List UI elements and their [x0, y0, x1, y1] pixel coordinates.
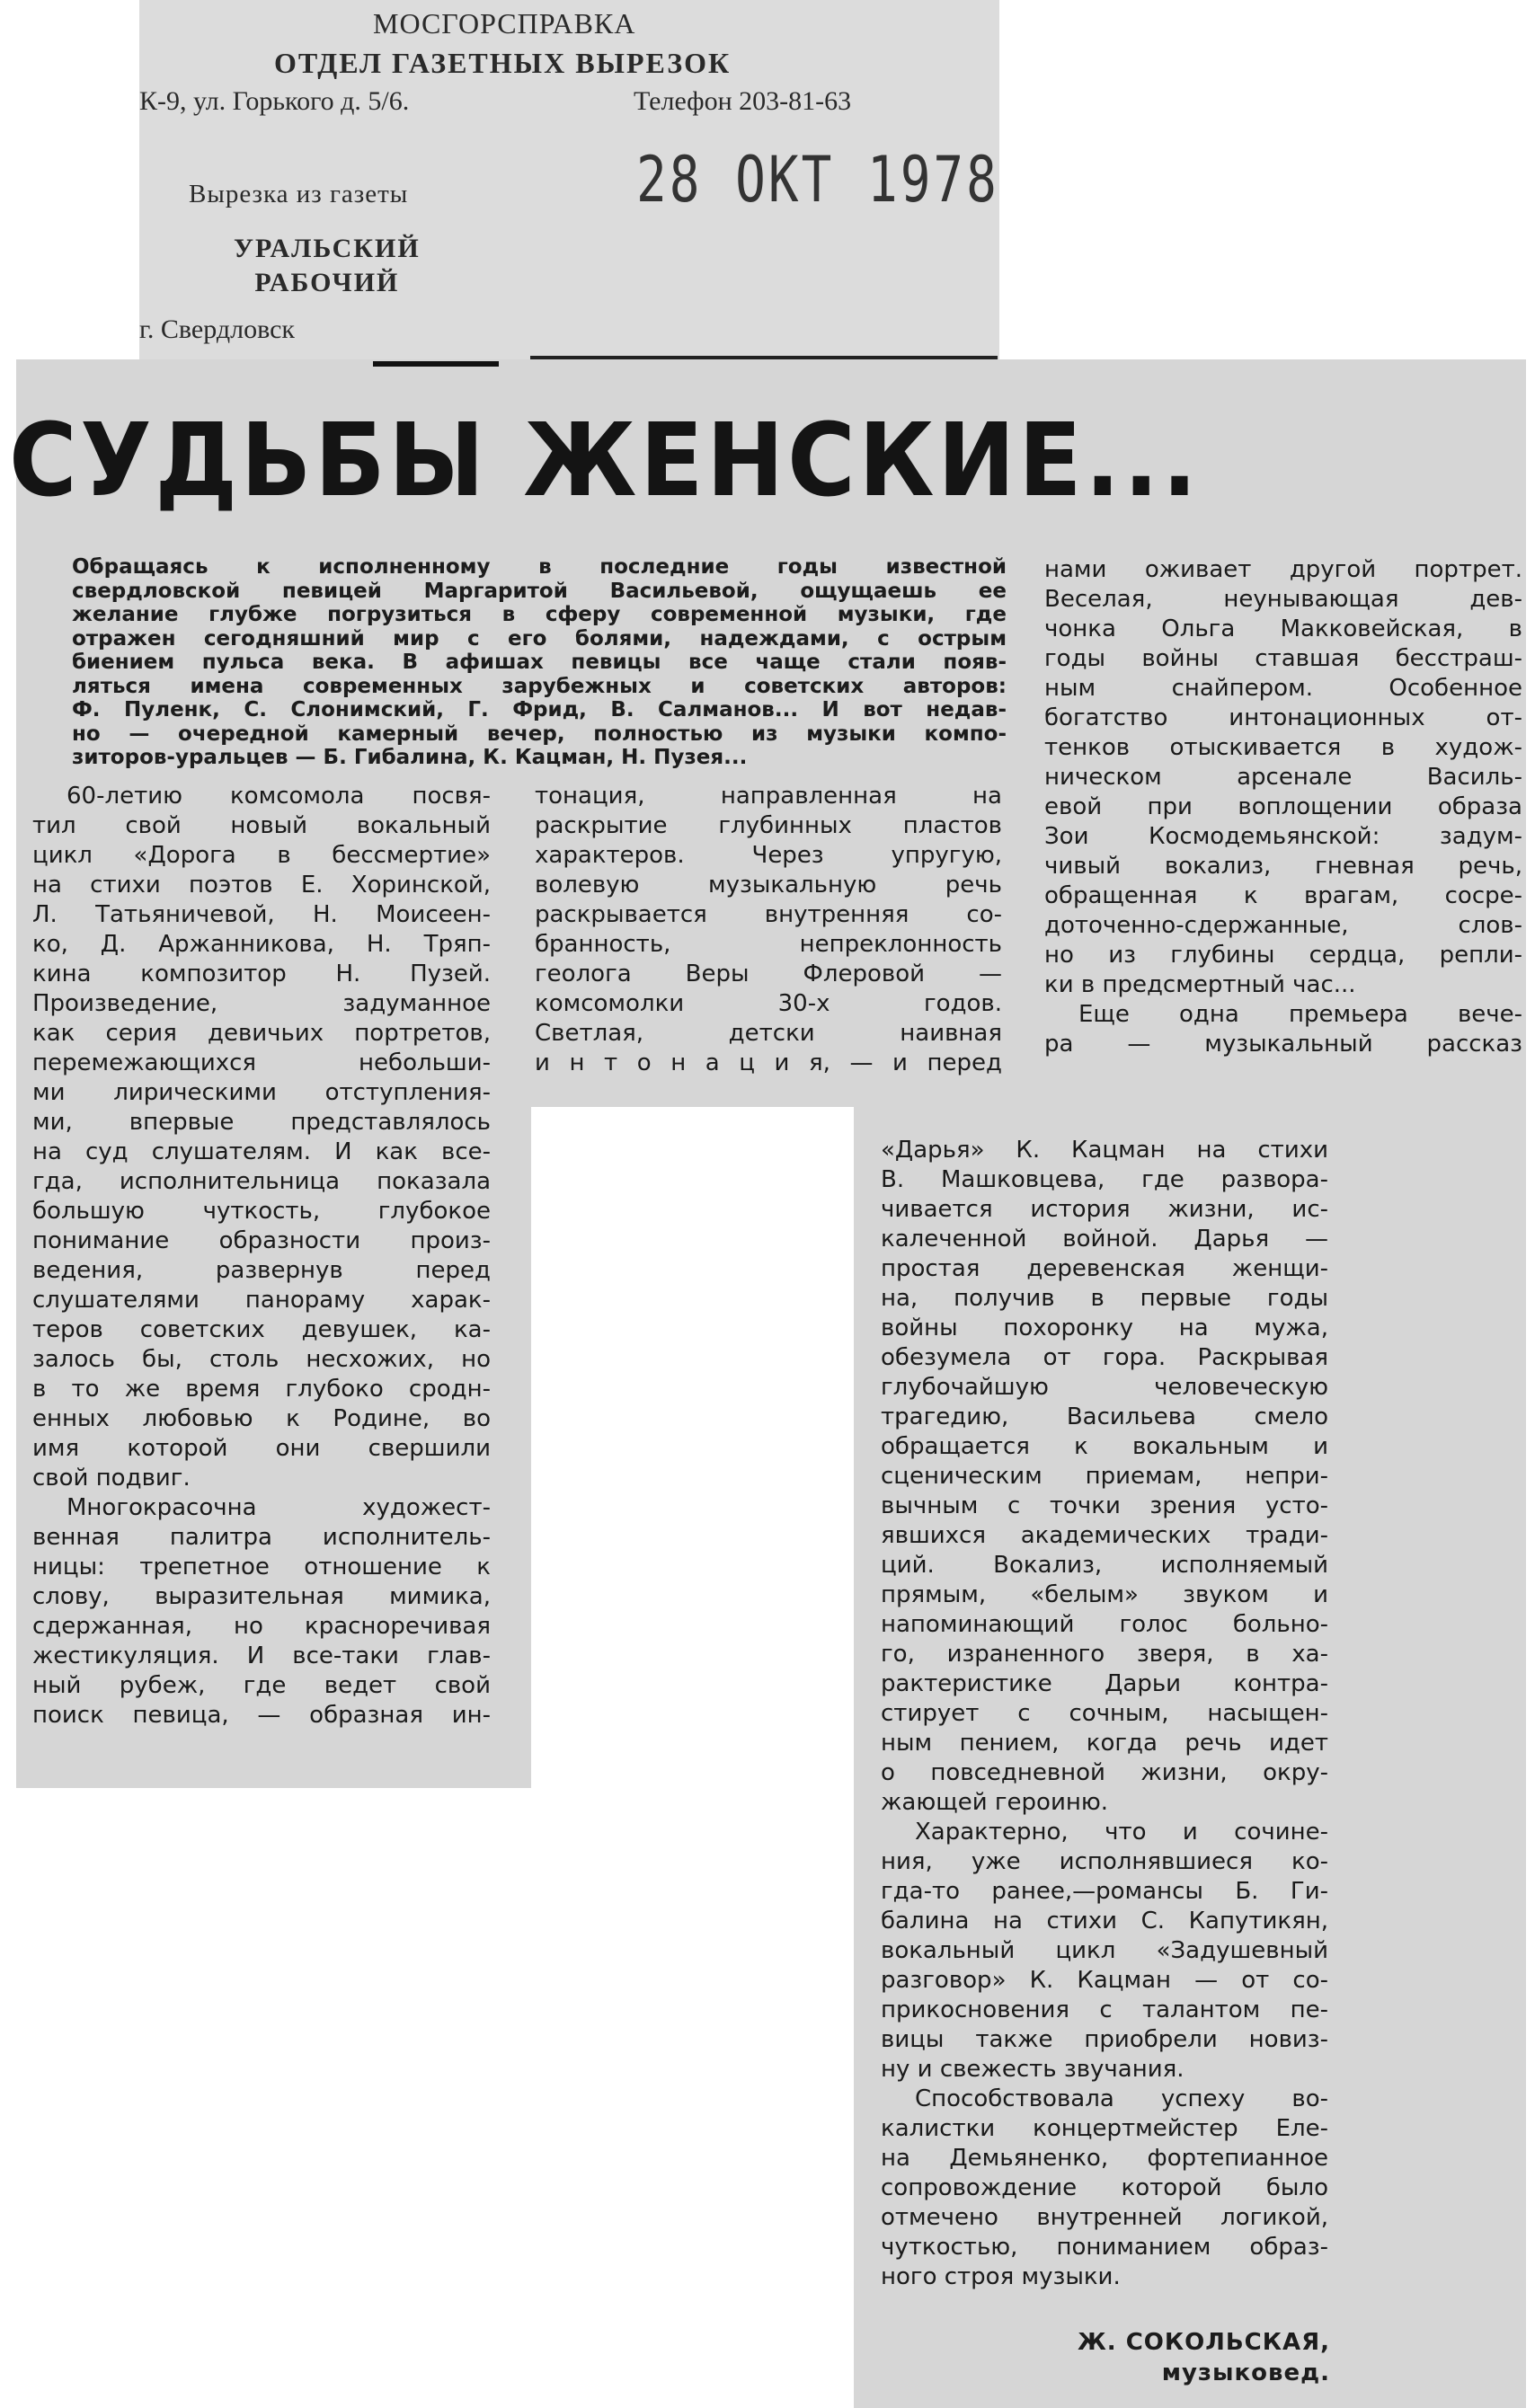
text-line: тенков отыскивается в худож-	[1044, 734, 1522, 761]
text-line: простая деревенская женщи-	[881, 1255, 1328, 1282]
divider-rule	[530, 356, 998, 359]
text-line: отражен сегодняшний мир с его болями, надеждами, с острым	[72, 626, 1007, 651]
text-line: вокальный цикл «Задушевный	[881, 1937, 1328, 1964]
text-line: сдержанная, но красноречивая	[32, 1613, 491, 1640]
text-line: на стихи поэтов Е. Хоринской,	[32, 872, 491, 899]
text-line: цикл «Дорога в бессмертие»	[32, 842, 491, 869]
text-line: зиторов-уральцев — Б. Гибалина, К. Кацман, Н. Пузея...	[72, 746, 748, 769]
article-signature	[989, 2327, 1330, 2388]
stamp-phone: Телефон 203-81-63	[634, 86, 852, 116]
text-line: тил свой новый вокальный	[32, 812, 491, 839]
text-line: Веселая, неунывающая дев-	[1044, 586, 1522, 613]
text-line: теров советских девушек, ка-	[32, 1316, 491, 1343]
text-line: слушателями панораму харак-	[32, 1287, 491, 1314]
text-line: ным пением, когда речь идет	[881, 1730, 1328, 1757]
text-line: свой подвиг.	[32, 1465, 191, 1492]
text-line: характеров. Через упругую,	[535, 842, 1002, 869]
stamp-organization: МОСГОРСПРАВКА	[373, 7, 636, 40]
text-line: В. Машковцева, где развора-	[881, 1166, 1328, 1193]
newspaper-name-line-1: УРАЛЬСКИЙ	[234, 234, 421, 263]
text-line: комсомолки 30-х годов.	[535, 990, 1002, 1017]
text-line: на суд слушателям. И как все-	[32, 1138, 491, 1165]
stamp-address: К-9, ул. Горького д. 5/6.	[139, 86, 410, 116]
text-line: о повседневной жизни, окру-	[881, 1759, 1328, 1786]
text-line: Светлая, детски наивная	[535, 1020, 1002, 1047]
text-line: напоминающий голос больно-	[881, 1611, 1328, 1638]
text-line: ко, Д. Аржанникова, Н. Тряп-	[32, 931, 491, 958]
text-line: годы войны ставшая бесстраш-	[1044, 645, 1522, 672]
text-line: Произведение, задуманное	[32, 990, 491, 1017]
text-line: имя которой они свершили	[32, 1435, 491, 1462]
text-line: тонация, направленная на	[535, 783, 1002, 810]
text-line: залось бы, столь несхожих, но	[32, 1346, 491, 1373]
text-line: ми лирическими отступления-	[32, 1079, 491, 1106]
text-line: ляться имена современных зарубежных и советских авторов:	[72, 674, 1007, 698]
text-line: рактеристике Дарьи контра-	[881, 1670, 1328, 1697]
text-line: чуткостью, пониманием образ-	[881, 2234, 1328, 2261]
text-line: енных любовью к Родине, во	[32, 1405, 491, 1432]
text-line: ного строя музыки.	[881, 2263, 1121, 2290]
text-line: войны похоронку на мужа,	[881, 1315, 1328, 1341]
article-lead	[72, 555, 1007, 770]
text-line: Ф. Пуленк, С. Слонимский, Г. Фрид, В. Салманов... И вот недав-	[72, 698, 1007, 722]
text-line: прямым, «белым» звуком и	[881, 1581, 1328, 1608]
article-headline: СУДЬБЫ ЖЕНСКИЕ...	[9, 403, 1201, 519]
text-line: бранность, непреклонность	[535, 931, 1002, 958]
text-line: го, израненного зверя, в ха-	[881, 1641, 1328, 1668]
stamp-cut-from-label: Вырезка из газеты	[189, 180, 409, 208]
text-line: геолога Веры Флеровой —	[535, 961, 1002, 987]
article-column-3-bottom	[881, 1136, 1328, 2292]
text-line: обезумела от гора. Раскрывая	[881, 1344, 1328, 1371]
text-line: ницы: трепетное отношение к	[32, 1554, 491, 1580]
text-line: Зои Космодемьянской: задум-	[1044, 823, 1522, 850]
stamp-date: 28 ОКТ 1978	[636, 144, 999, 217]
text-line: вицы также приобрели новиз-	[881, 2026, 1328, 2053]
text-line: прикосновения с талантом пе-	[881, 1996, 1328, 2023]
text-line: большую чуткость, глубокое	[32, 1198, 491, 1225]
text-line: перемежающихся небольши-	[32, 1049, 491, 1076]
text-line: чивый вокализ, гневная речь,	[1044, 853, 1522, 880]
text-line: раскрывается внутренняя со-	[535, 901, 1002, 928]
text-line: 60-летию комсомола посвя-	[67, 783, 491, 810]
text-line: как серия девичьих портретов,	[32, 1020, 491, 1047]
author-title: музыковед.	[1161, 2359, 1330, 2386]
text-line: Л. Татьяничевой, Н. Моисеен-	[32, 901, 491, 928]
text-line: Многокрасочна художест-	[67, 1494, 491, 1521]
text-line: желание глубже погрузиться в сферу современной музыки, где	[72, 603, 1007, 626]
text-line: евой при воплощении образа	[1044, 793, 1522, 820]
newspaper-name-line-2: РАБОЧИЙ	[254, 268, 400, 297]
text-line: жающей героиню.	[881, 1789, 1109, 1816]
article-column-3-top	[1044, 555, 1522, 1059]
text-line: Обращаясь к исполненному в последние годы известной	[72, 555, 1007, 579]
article-column-1	[32, 782, 491, 1731]
text-line: обращенная к врагам, сосре-	[1044, 882, 1522, 909]
text-line: ный рубеж, где ведет свой	[32, 1672, 491, 1699]
divider-rule	[373, 361, 499, 367]
text-line: венная палитра исполнитель-	[32, 1524, 491, 1551]
text-line: глубочайшую человеческую	[881, 1374, 1328, 1401]
text-line: но из глубины сердца, репли-	[1044, 942, 1522, 969]
text-line: на, получив в первые годы	[881, 1285, 1328, 1312]
text-line: Еще одна премьера вече-	[1078, 1001, 1522, 1028]
text-line: и н т о н а ц и я, — и перед	[535, 1049, 1002, 1076]
text-line: вычным с точки зрения усто-	[881, 1492, 1328, 1519]
stamp-newspaper-name	[234, 232, 421, 300]
text-line: сценическим приемам, непри-	[881, 1463, 1328, 1490]
text-line: ническом арсенале Василь-	[1044, 764, 1522, 791]
text-line: раскрытие глубинных пластов	[535, 812, 1002, 839]
text-line: ки в предсмертный час...	[1044, 971, 1356, 998]
text-line: чивается история жизни, ис-	[881, 1196, 1328, 1223]
text-line: кина композитор Н. Пузей.	[32, 961, 491, 987]
text-line: нами оживает другой портрет.	[1044, 556, 1522, 583]
text-line: отмечено внутренней логикой,	[881, 2204, 1328, 2231]
text-line: Характерно, что и сочине-	[915, 1819, 1328, 1846]
text-line: чонка Ольга Макковейская, в	[1044, 615, 1522, 642]
text-line: разговор» К. Кацман — от со-	[881, 1967, 1328, 1994]
text-line: ну и свежесть звучания.	[881, 2056, 1185, 2083]
text-line: сопровождение которой было	[881, 2174, 1328, 2201]
text-line: ния, уже исполнявшиеся ко-	[881, 1848, 1328, 1875]
text-line: «Дарья» К. Кацман на стихи	[881, 1137, 1328, 1164]
stamp-city: г. Свердловск	[139, 314, 295, 344]
text-line: но — очередной камерный вечер, полностью из музыки компо-	[72, 722, 1007, 746]
text-line: калистки концертмейстер Еле-	[881, 2115, 1328, 2142]
text-line: ми, впервые представлялось	[32, 1109, 491, 1136]
text-line: трагедию, Васильева смело	[881, 1403, 1328, 1430]
text-line: слову, выразительная мимика,	[32, 1583, 491, 1610]
text-line: ций. Вокализ, исполняемый	[881, 1552, 1328, 1579]
text-line: на Демьяненко, фортепианное	[881, 2145, 1328, 2172]
text-line: ра — музыкальный рассказ	[1044, 1031, 1522, 1058]
text-line: ным снайпером. Особенное	[1044, 675, 1522, 702]
text-line: в то же время глубоко сродн-	[32, 1376, 491, 1403]
author-name: Ж. СОКОЛЬСКАЯ,	[1077, 2329, 1330, 2356]
text-line: ведения, развернув перед	[32, 1257, 491, 1284]
text-line: балина на стихи С. Капутикян,	[881, 1908, 1328, 1934]
text-line: свердловской певицей Маргаритой Васильевой, ощущаешь ее	[72, 579, 1007, 603]
text-line: богатство интонационных от-	[1044, 704, 1522, 731]
text-line: гда, исполнительница показала	[32, 1168, 491, 1195]
text-line: поиск певица, — образная ин-	[32, 1702, 491, 1729]
text-line: жестикуляция. И все-таки глав-	[32, 1642, 491, 1669]
text-line: волевую музыкальную речь	[535, 872, 1002, 899]
text-line: калеченной войной. Дарья —	[881, 1226, 1328, 1253]
text-line: гда-то ранее,—романсы Б. Ги-	[881, 1878, 1328, 1905]
stamp-department: ОТДЕЛ ГАЗЕТНЫХ ВЫРЕЗОК	[274, 47, 732, 79]
text-line: стирует с сочным, насыщен-	[881, 1700, 1328, 1727]
text-line: явшихся академических тради-	[881, 1522, 1328, 1549]
article-column-2	[535, 782, 1002, 1078]
text-line: Способствовала успеху во-	[915, 2085, 1328, 2112]
text-line: биением пульса века. В афишах певицы все чаще стали появ-	[72, 651, 1007, 674]
text-line: понимание образности произ-	[32, 1227, 491, 1254]
text-line: обращается к вокальным и	[881, 1433, 1328, 1460]
text-line: доточенно-сдержанные, слов-	[1044, 912, 1522, 939]
